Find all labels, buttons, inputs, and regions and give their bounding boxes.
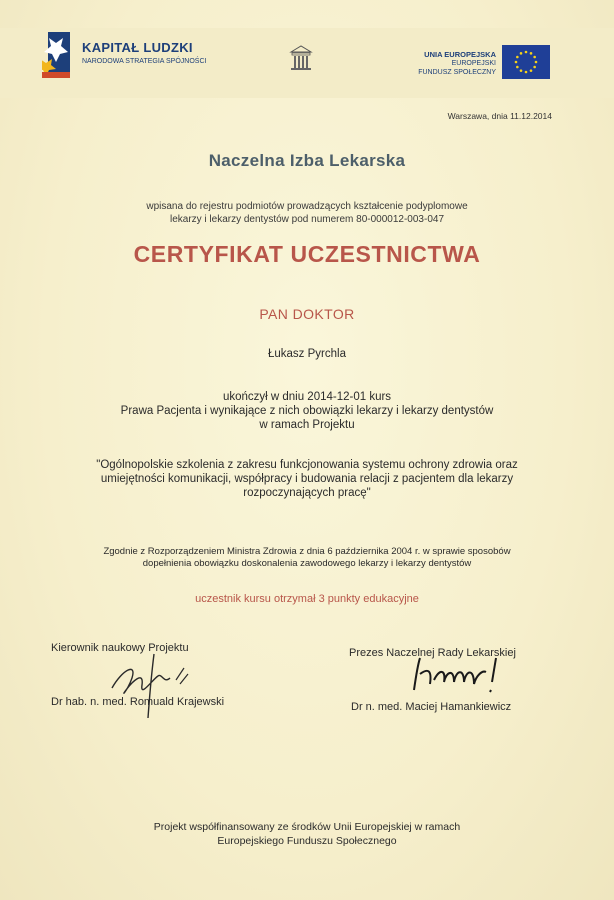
funding-footer <box>0 820 614 848</box>
kapital-ludzki-subtitle: NARODOWA STRATEGIA SPÓJNOŚCI <box>82 58 207 65</box>
eu-star-icon <box>520 52 523 55</box>
eu-star-icon <box>516 56 519 59</box>
eu-star-icon <box>520 69 523 72</box>
kapital-ludzki-title: KAPITAŁ LUDZKI <box>82 40 193 55</box>
building-icon <box>288 44 314 72</box>
registry-statement <box>0 200 614 226</box>
footer-line-2: Europejskiego Funduszu Społecznego <box>217 835 397 847</box>
eu-line-1: UNIA EUROPEJSKA <box>424 50 496 59</box>
eu-line-2: EUROPEJSKI <box>451 60 496 67</box>
completion-line-1: ukończył w dniu 2014-12-01 kurs <box>222 391 392 403</box>
eu-star-icon <box>525 51 528 54</box>
right-signatory-name: Dr n. med. Maciej Hamankiewicz <box>351 701 512 713</box>
kapital-ludzki-star-icon <box>42 32 70 84</box>
education-points: uczestnik kursu otrzymał 3 punkty edukacyjne <box>195 593 419 605</box>
regulation-line-1: Zgodnie z Rozporządzeniem Ministra Zdrowia z dnia 6 października 2004 r. w sprawie sposobów <box>103 546 511 557</box>
eu-star-icon <box>533 56 536 59</box>
eu-star-icon <box>533 66 536 69</box>
right-signature-mark <box>400 650 510 700</box>
registry-line-2: lekarzy i lekarzy dentystów pod numerem 80-000012-003-047 <box>169 214 445 225</box>
completion-statement <box>0 390 614 432</box>
eu-line-3: FUNDUSZ SPOŁECZNY <box>418 69 496 76</box>
left-signatory-role: Kierownik naukowy Projektu <box>51 642 189 654</box>
left-signatory-name: Dr hab. n. med. Romuald Krajewski <box>51 696 225 708</box>
issue-date: Warszawa, dnia 11.12.2014 <box>447 111 552 121</box>
eu-star-icon <box>515 61 518 64</box>
project-line-2: umiejętności komunikacji, współpracy i budowania relacji z pacjentem dla lekarzy <box>100 473 514 485</box>
salutation: PAN DOKTOR <box>259 306 355 322</box>
kapital-ludzki-logo <box>42 30 232 90</box>
certificate-title: CERTYFIKAT UCZESTNICTWA <box>133 241 481 267</box>
regulation-statement <box>40 546 574 570</box>
project-name <box>50 458 564 500</box>
eu-star-icon <box>530 52 533 55</box>
completion-line-3: w ramach Projektu <box>259 419 355 431</box>
left-signature-mark <box>92 640 222 720</box>
regulation-line-2: dopełnienia obowiązku doskonalenia zawodowego lekarzy i lekarzy dentystów <box>142 558 472 569</box>
participant-name: Łukasz Pyrchla <box>268 348 346 360</box>
organization-name: Naczelna Izba Lekarska <box>208 151 406 170</box>
completion-line-2: Prawa Pacjenta i wynikające z nich obowiązki lekarzy i lekarzy dentystów <box>120 405 494 417</box>
eu-star-icon <box>535 61 538 64</box>
eu-star-icon <box>525 71 528 74</box>
eu-star-icon <box>530 69 533 72</box>
project-line-1: "Ogólnopolskie szkolenia z zakresu funkcjonowania systemu ochrony zdrowia oraz <box>96 459 518 471</box>
footer-line-1: Projekt współfinansowany ze środków Unii Europejskiej w ramach <box>153 821 461 833</box>
eu-flag-icon <box>502 45 550 79</box>
nil-emblem <box>288 44 314 82</box>
eu-star-icon <box>516 66 519 69</box>
registry-line-1: wpisana do rejestru podmiotów prowadzących kształcenie podyplomowe <box>146 201 468 212</box>
project-line-3: rozpoczynających pracę" <box>243 487 371 499</box>
right-signatory-role: Prezes Naczelnej Rady Lekarskiej <box>349 647 516 659</box>
eu-text-block <box>418 50 496 77</box>
